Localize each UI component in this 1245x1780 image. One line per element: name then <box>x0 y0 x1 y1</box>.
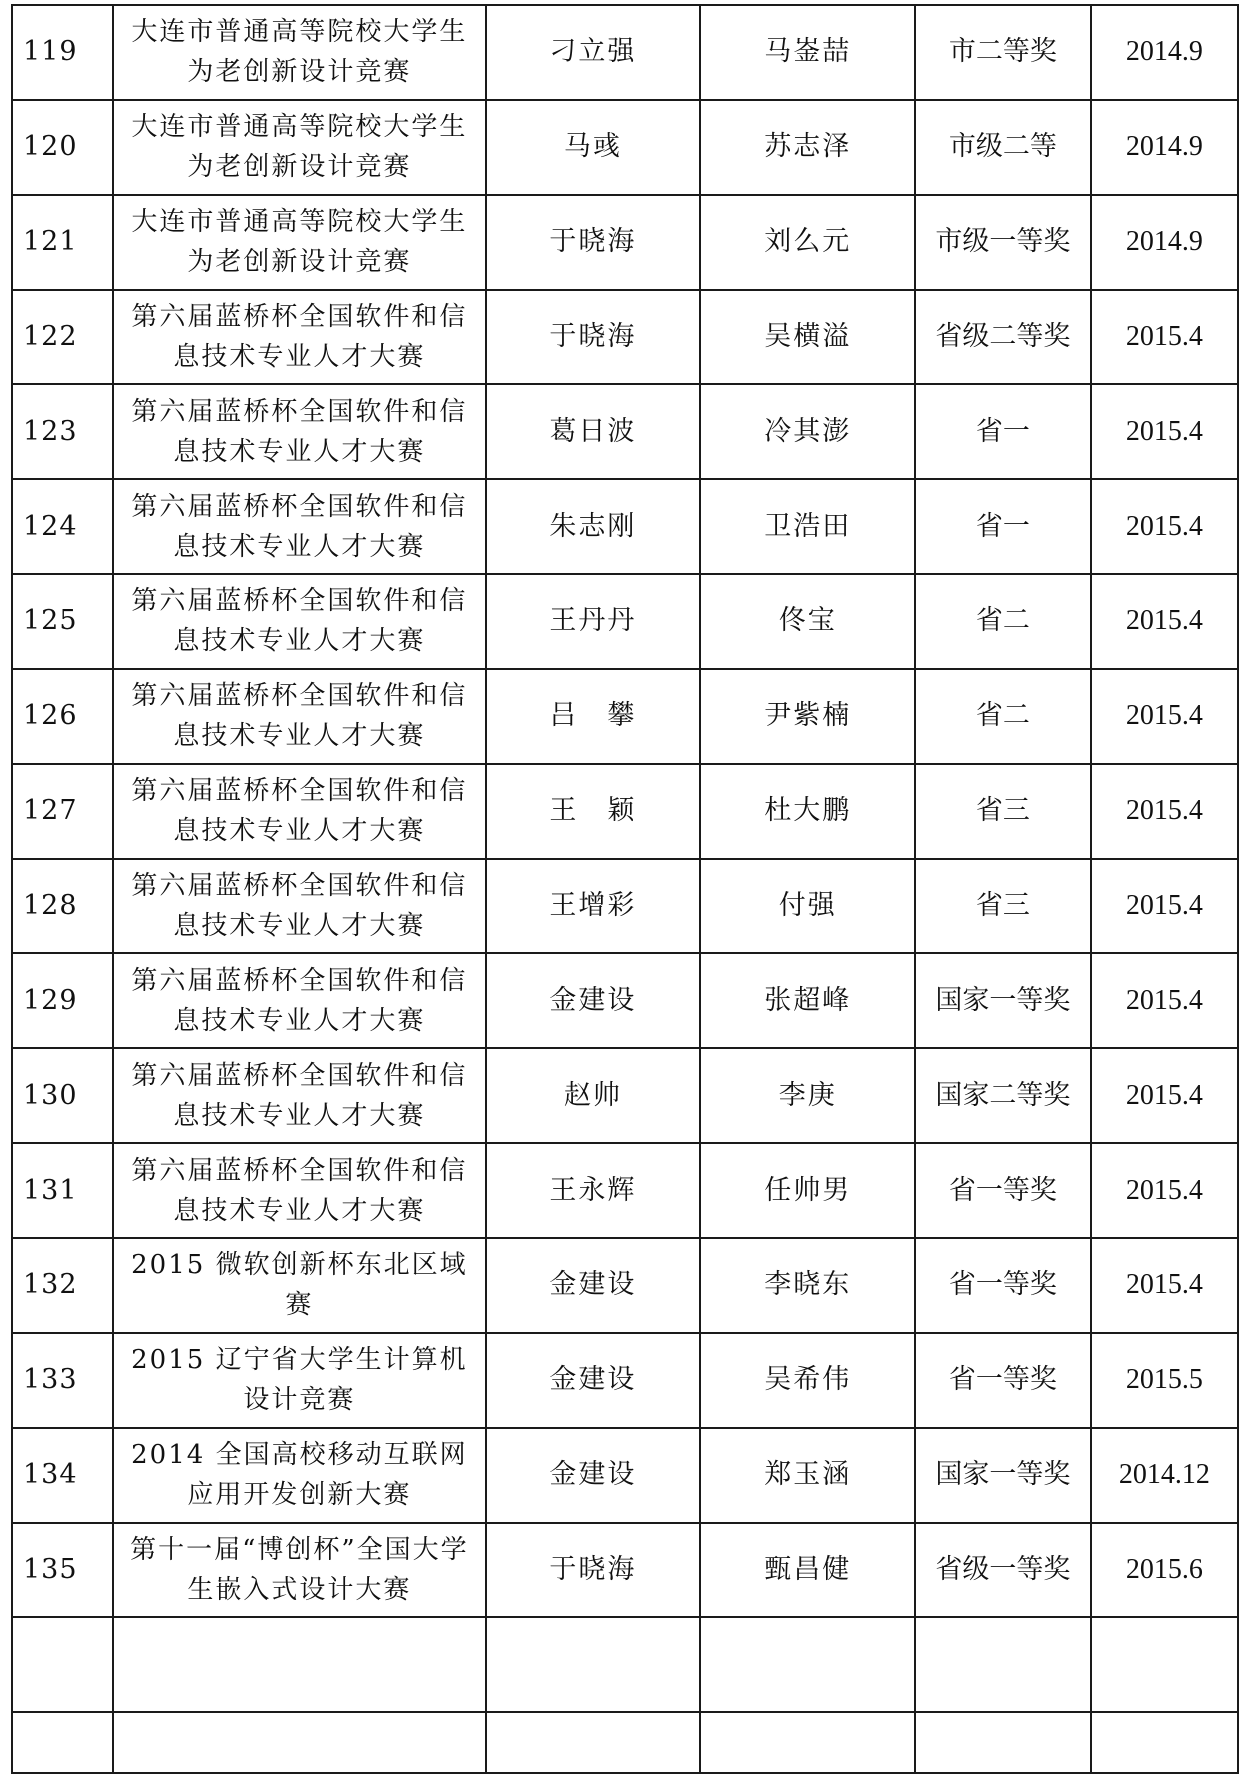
award-date: 2015.4 <box>1091 1238 1238 1333</box>
award-date: 2015.4 <box>1091 1143 1238 1238</box>
contest-name: 大连市普通高等院校大学生为老创新设计竞赛 <box>113 195 485 290</box>
advisor-name: 金建设 <box>486 1428 701 1523</box>
row-number: 119 <box>12 5 113 100</box>
awards-table <box>11 4 1239 1774</box>
empty-row <box>12 1712 1238 1773</box>
row-number: 130 <box>12 1048 113 1143</box>
empty-cell <box>113 1617 485 1712</box>
row-number: 133 <box>12 1333 113 1428</box>
contest-name: 第六届蓝桥杯全国软件和信息技术专业人才大赛 <box>113 1143 485 1238</box>
advisor-name: 刁立强 <box>486 5 701 100</box>
contest-name: 第六届蓝桥杯全国软件和信息技术专业人才大赛 <box>113 479 485 574</box>
award-date: 2015.6 <box>1091 1523 1238 1618</box>
student-name: 卫浩田 <box>700 479 915 574</box>
award-level: 省一 <box>915 479 1090 574</box>
row-number: 128 <box>12 859 113 954</box>
student-name: 吴横溢 <box>700 290 915 385</box>
table-row <box>12 479 1238 574</box>
award-date: 2015.4 <box>1091 1048 1238 1143</box>
award-level: 省一 <box>915 384 1090 479</box>
student-name: 吴希伟 <box>700 1333 915 1428</box>
contest-name: 第六届蓝桥杯全国软件和信息技术专业人才大赛 <box>113 859 485 954</box>
advisor-name: 赵帅 <box>486 1048 701 1143</box>
award-level: 国家二等奖 <box>915 1048 1090 1143</box>
contest-name: 第六届蓝桥杯全国软件和信息技术专业人才大赛 <box>113 384 485 479</box>
table-row <box>12 1048 1238 1143</box>
table-row <box>12 1428 1238 1523</box>
award-date: 2015.4 <box>1091 290 1238 385</box>
row-number: 127 <box>12 764 113 859</box>
student-name: 郑玉涵 <box>700 1428 915 1523</box>
contest-name: 大连市普通高等院校大学生为老创新设计竞赛 <box>113 100 485 195</box>
row-number: 134 <box>12 1428 113 1523</box>
empty-cell <box>486 1712 701 1773</box>
row-number: 126 <box>12 669 113 764</box>
award-level: 市级二等 <box>915 100 1090 195</box>
student-name: 甄昌健 <box>700 1523 915 1618</box>
student-name: 李晓东 <box>700 1238 915 1333</box>
contest-name: 2014 全国高校移动互联网应用开发创新大赛 <box>113 1428 485 1523</box>
award-date: 2014.9 <box>1091 100 1238 195</box>
table-row <box>12 764 1238 859</box>
table-row <box>12 953 1238 1048</box>
award-level: 市级一等奖 <box>915 195 1090 290</box>
student-name: 张超峰 <box>700 953 915 1048</box>
award-level: 省二 <box>915 574 1090 669</box>
row-number: 129 <box>12 953 113 1048</box>
award-date: 2015.4 <box>1091 859 1238 954</box>
empty-cell <box>1091 1617 1238 1712</box>
empty-cell <box>12 1712 113 1773</box>
student-name: 马崟喆 <box>700 5 915 100</box>
empty-cell <box>113 1712 485 1773</box>
award-date: 2014.12 <box>1091 1428 1238 1523</box>
empty-cell <box>12 1617 113 1712</box>
award-date: 2015.4 <box>1091 669 1238 764</box>
award-date: 2015.4 <box>1091 764 1238 859</box>
contest-name: 第六届蓝桥杯全国软件和信息技术专业人才大赛 <box>113 953 485 1048</box>
award-date: 2015.4 <box>1091 479 1238 574</box>
contest-name: 第六届蓝桥杯全国软件和信息技术专业人才大赛 <box>113 1048 485 1143</box>
award-level: 省三 <box>915 764 1090 859</box>
award-date: 2015.5 <box>1091 1333 1238 1428</box>
empty-row <box>12 1617 1238 1712</box>
advisor-name: 吕 攀 <box>486 669 701 764</box>
contest-name: 第六届蓝桥杯全国软件和信息技术专业人才大赛 <box>113 574 485 669</box>
advisor-name: 于晓海 <box>486 1523 701 1618</box>
empty-cell <box>700 1617 915 1712</box>
row-number: 132 <box>12 1238 113 1333</box>
advisor-name: 王永辉 <box>486 1143 701 1238</box>
advisor-name: 王丹丹 <box>486 574 701 669</box>
table-row <box>12 195 1238 290</box>
contest-name: 大连市普通高等院校大学生为老创新设计竞赛 <box>113 5 485 100</box>
table-row <box>12 1143 1238 1238</box>
advisor-name: 王 颖 <box>486 764 701 859</box>
row-number: 122 <box>12 290 113 385</box>
contest-name: 第十一届“博创杯”全国大学生嵌入式设计大赛 <box>113 1523 485 1618</box>
advisor-name: 王增彩 <box>486 859 701 954</box>
table-row <box>12 5 1238 100</box>
empty-cell <box>1091 1712 1238 1773</box>
contest-name: 2015 微软创新杯东北区域赛 <box>113 1238 485 1333</box>
table-row <box>12 1523 1238 1618</box>
award-level: 省一等奖 <box>915 1238 1090 1333</box>
advisor-name: 于晓海 <box>486 290 701 385</box>
award-date: 2014.9 <box>1091 195 1238 290</box>
table-row <box>12 859 1238 954</box>
advisor-name: 朱志刚 <box>486 479 701 574</box>
award-level: 省一等奖 <box>915 1333 1090 1428</box>
contest-name: 2015 辽宁省大学生计算机设计竞赛 <box>113 1333 485 1428</box>
row-number: 124 <box>12 479 113 574</box>
table-row <box>12 100 1238 195</box>
award-level: 省级二等奖 <box>915 290 1090 385</box>
empty-cell <box>700 1712 915 1773</box>
student-name: 杜大鹏 <box>700 764 915 859</box>
contest-name: 第六届蓝桥杯全国软件和信息技术专业人才大赛 <box>113 764 485 859</box>
table-row <box>12 384 1238 479</box>
award-date: 2015.4 <box>1091 574 1238 669</box>
advisor-name: 金建设 <box>486 1333 701 1428</box>
table-row <box>12 1333 1238 1428</box>
row-number: 121 <box>12 195 113 290</box>
contest-name: 第六届蓝桥杯全国软件和信息技术专业人才大赛 <box>113 669 485 764</box>
awards-table-body <box>12 5 1238 1773</box>
table-row <box>12 669 1238 764</box>
row-number: 131 <box>12 1143 113 1238</box>
student-name: 佟宝 <box>700 574 915 669</box>
advisor-name: 于晓海 <box>486 195 701 290</box>
award-level: 省一等奖 <box>915 1143 1090 1238</box>
table-row <box>12 1238 1238 1333</box>
table-row <box>12 574 1238 669</box>
award-level: 国家一等奖 <box>915 1428 1090 1523</box>
empty-cell <box>915 1712 1090 1773</box>
student-name: 刘么元 <box>700 195 915 290</box>
advisor-name: 葛日波 <box>486 384 701 479</box>
award-date: 2015.4 <box>1091 384 1238 479</box>
award-date: 2015.4 <box>1091 953 1238 1048</box>
award-level: 市二等奖 <box>915 5 1090 100</box>
student-name: 尹紫楠 <box>700 669 915 764</box>
award-level: 国家一等奖 <box>915 953 1090 1048</box>
student-name: 李庚 <box>700 1048 915 1143</box>
student-name: 付强 <box>700 859 915 954</box>
row-number: 120 <box>12 100 113 195</box>
empty-cell <box>915 1617 1090 1712</box>
row-number: 125 <box>12 574 113 669</box>
award-level: 省二 <box>915 669 1090 764</box>
advisor-name: 马彧 <box>486 100 701 195</box>
contest-name: 第六届蓝桥杯全国软件和信息技术专业人才大赛 <box>113 290 485 385</box>
empty-cell <box>486 1617 701 1712</box>
award-date: 2014.9 <box>1091 5 1238 100</box>
award-level: 省三 <box>915 859 1090 954</box>
award-level: 省级一等奖 <box>915 1523 1090 1618</box>
student-name: 苏志泽 <box>700 100 915 195</box>
table-row <box>12 290 1238 385</box>
advisor-name: 金建设 <box>486 1238 701 1333</box>
row-number: 135 <box>12 1523 113 1618</box>
row-number: 123 <box>12 384 113 479</box>
advisor-name: 金建设 <box>486 953 701 1048</box>
student-name: 冷其澎 <box>700 384 915 479</box>
student-name: 任帅男 <box>700 1143 915 1238</box>
